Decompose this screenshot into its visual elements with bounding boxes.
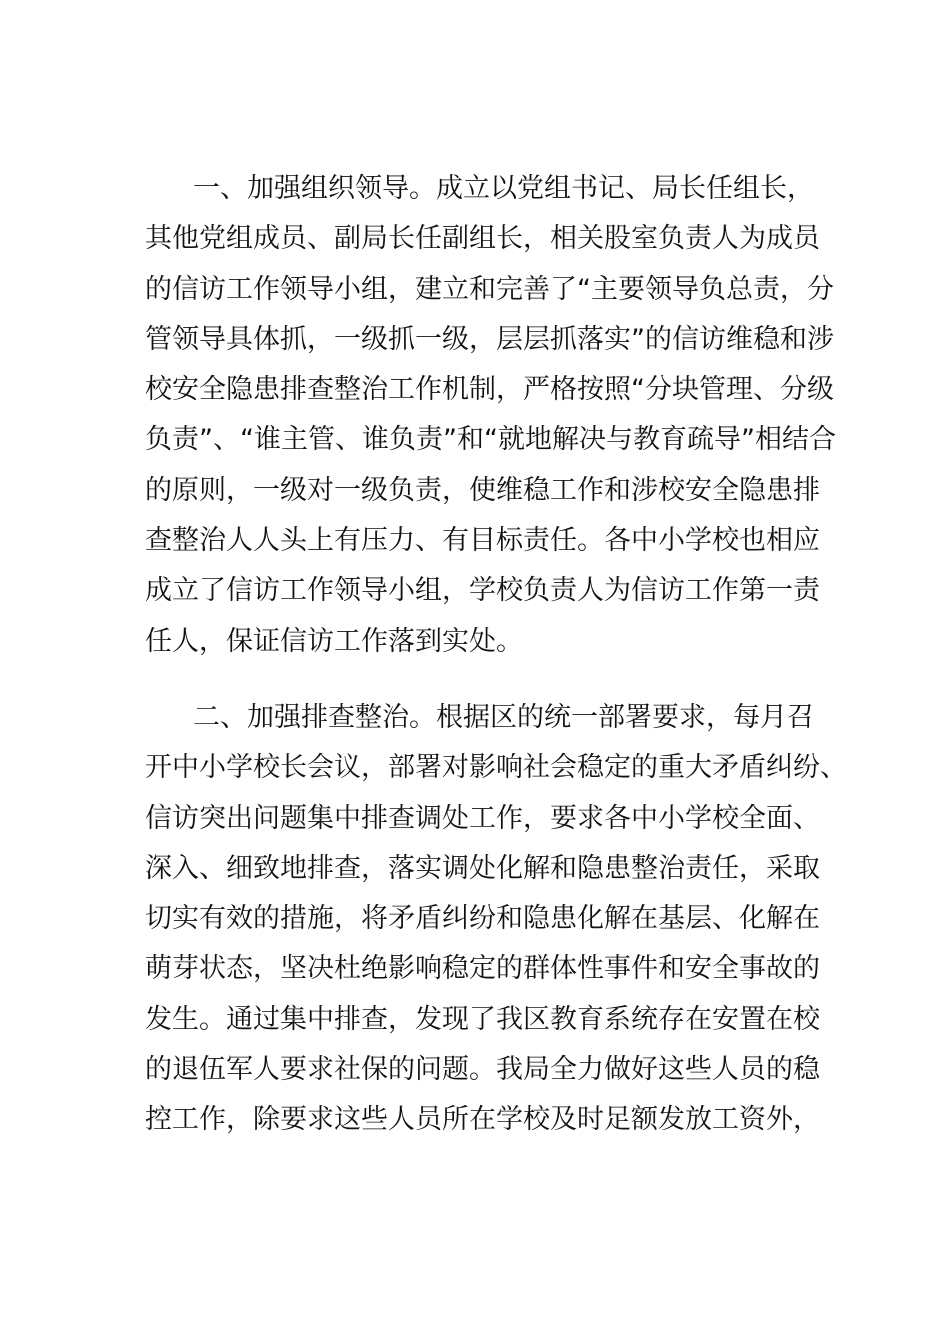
text-line: 的信访工作领导小组，建立和完善了“主要领导负总责，分 bbox=[145, 273, 834, 305]
text-line: 负责”、“谁主管、谁负责”和“就地解决与教育疏导”相结合 bbox=[145, 424, 836, 456]
paragraph-investigation-rectification bbox=[145, 693, 847, 1146]
text-line: 校安全隐患排查整治工作机制，严格按照“分块管理、分级 bbox=[145, 374, 834, 406]
text-line: 任人，保证信访工作落到实处。 bbox=[145, 625, 523, 657]
text-line: 深入、细致地排查，落实调处化解和隐患整治责任，采取 bbox=[145, 852, 820, 884]
text-line: 发生。通过集中排查，发现了我区教育系统存在安置在校 bbox=[145, 1003, 820, 1035]
text-line: 信访突出问题集中排查调处工作，要求各中小学校全面、 bbox=[145, 802, 820, 834]
text-line: 控工作，除要求这些人员所在学校及时足额发放工资外， bbox=[145, 1104, 820, 1136]
text-line: 成立了信访工作领导小组，学校负责人为信访工作第一责 bbox=[145, 575, 820, 607]
text-line: 管领导具体抓，一级抓一级，层层抓落实”的信访维稳和涉 bbox=[145, 323, 834, 355]
text-line: 开中小学校长会议，部署对影响社会稳定的重大矛盾纠纷、 bbox=[145, 752, 847, 784]
text-line: 查整治人人头上有压力、有目标责任。各中小学校也相应 bbox=[145, 525, 820, 557]
text-line: 切实有效的措施，将矛盾纠纷和隐患化解在基层、化解在 bbox=[145, 903, 820, 935]
text-line: 其他党组成员、副局长任副组长，相关股室负责人为成员 bbox=[145, 223, 820, 255]
paragraph-organization-leadership bbox=[145, 164, 836, 667]
text-line: 萌芽状态，坚决杜绝影响稳定的群体性事件和安全事故的 bbox=[145, 953, 820, 985]
text-line: 二、加强排查整治。根据区的统一部署要求，每月召 bbox=[193, 702, 814, 733]
text-line: 一、加强组织领导。成立以党组书记、局长任组长， bbox=[193, 173, 814, 204]
text-line: 的原则，一级对一级负责，使维稳工作和涉校安全隐患排 bbox=[145, 474, 820, 506]
text-line: 的退伍军人要求社保的问题。我局全力做好这些人员的稳 bbox=[145, 1054, 820, 1086]
